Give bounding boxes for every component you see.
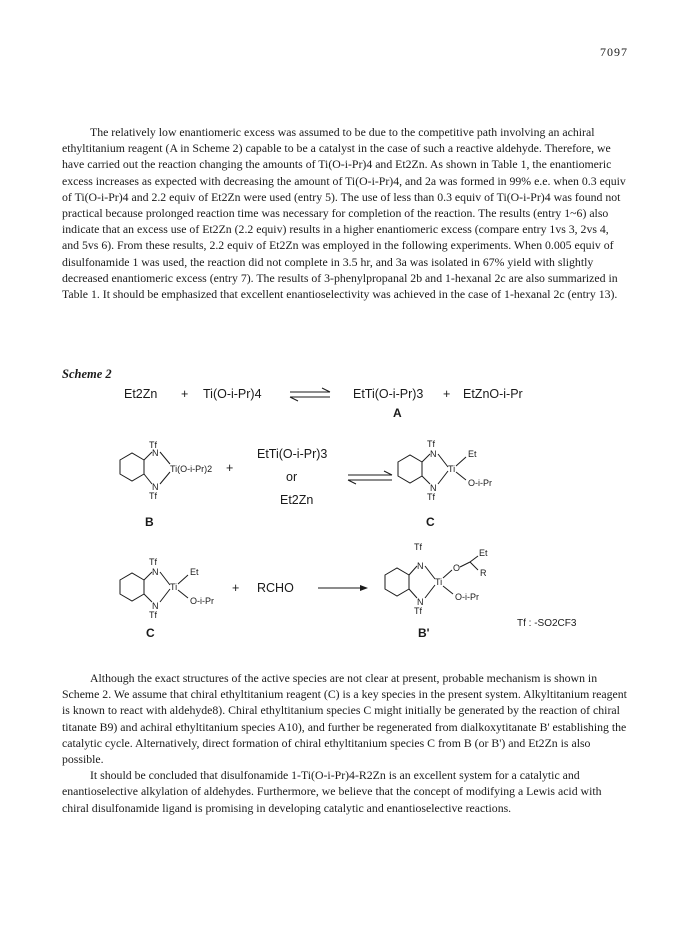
scheme-2-diagram (0, 380, 680, 650)
label-C: C (426, 515, 435, 529)
ethylzinc-isopropoxide: EtZnO-i-Pr (463, 387, 523, 401)
tf-label: Tf (414, 542, 422, 552)
tf-label: Tf (149, 440, 157, 450)
tf-label: Tf (414, 606, 422, 616)
structure-C (398, 439, 492, 502)
plus-sign: + (443, 387, 451, 401)
structure-B-prime (385, 542, 488, 616)
diethylzinc-reagent: Et2Zn (280, 493, 314, 507)
isopropoxy-label: O-i-Pr (190, 596, 214, 606)
structure-C-row3 (120, 557, 214, 620)
label-C: C (146, 626, 155, 640)
titanium-label: Ti (448, 464, 456, 474)
paragraph-conclusion (62, 767, 628, 816)
label-B-prime: B' (418, 626, 430, 640)
tf-label: Tf (149, 557, 157, 567)
titanium-label: Ti (435, 577, 443, 587)
scheme-heading: Scheme 2 (62, 367, 112, 381)
paragraph-conclusion-text: It should be concluded that disulfonamide 1-Ti(O-i-Pr)4-R2Zn is an excellent system for a catalytic and enantioselective alkylation of aldehydes. Furthermore, we believe that the concept of modifying a Lewis acid with chiral disulfonamide ligand is promising in developing catalytic and enantioselective reactions. (62, 768, 602, 815)
isopropoxy-label: O-i-Pr (455, 592, 479, 602)
reaction-arrow (318, 585, 368, 591)
plus-sign: + (232, 581, 240, 595)
nitrogen-label: N (417, 597, 424, 607)
isopropoxy-label: O-i-Pr (468, 478, 492, 488)
paragraph-mechanism-block (62, 670, 628, 816)
or-label: or (286, 470, 298, 484)
ethyltitanium-reagent: EtTi(O-i-Pr)3 (257, 447, 328, 461)
ethyl-label: Et (479, 548, 488, 558)
paragraph-results (62, 124, 628, 302)
ethyltitanium-product: EtTi(O-i-Pr)3 (353, 387, 424, 401)
paragraph-results-text: The relatively low enantiomeric excess was assumed to be due to the competitive path involving an achiral ethyltitanium reagent (A in Scheme 2) capable to be a catalyst in the case of such a reactive aldehyde. Therefore, we have carried out the reaction changing the amounts of Ti(O-i-Pr)4 and Et2Zn. As shown in Table 1, the enantiomeric excess increases as expected with decreasing the amount of Ti(O-i-Pr)4, and 2a was formed in 99% e.e. when 0.3 equiv of Ti(O-i-Pr)4 and 2.2 equiv of Et2Zn were used (entry 5). The use of less than 0.3 equiv of Ti(O-i-Pr)4 was found not practical because prolonged reaction time was necessary for completion of the reaction. The results (entry 1~6) also indicate that an excess use of Et2Zn (2.2 equiv) results in a higher enantiomeric excess (compare entry 1vs 3, 2vs 4, and 5vs 6). From these results, 2.2 equiv of Et2Zn was employed in the following experiments. When 0.005 equiv of disulfonamide 1 was used, the reaction did not complete in 3.5 hr, and 3a was isolated in 67% yield with slightly decreased enantiomeric excess (entry 7). The results of 3-phenylpropanal 2b and 1-hexanal 2c are also summarized in Table 1. It should be emphasized that excellent enantioselectivity was achieved in the case of 1-hexanal 2c (entry 13). (62, 125, 626, 302)
nitrogen-label: N (152, 448, 159, 458)
nitrogen-label: N (152, 601, 159, 611)
equilibrium-arrow (290, 388, 330, 401)
aldehyde-rcho: RCHO (257, 581, 294, 595)
et2zn-reactant: Et2Zn (124, 387, 158, 401)
label-A: A (393, 406, 402, 420)
nitrogen-label: N (417, 561, 424, 571)
tf-label: Tf (149, 491, 157, 501)
nitrogen-label: N (430, 449, 437, 459)
tf-label: Tf (149, 610, 157, 620)
nitrogen-label: N (152, 482, 159, 492)
r-group-label: R (480, 568, 487, 578)
paragraph-mechanism (62, 670, 628, 767)
titanium-label: Ti (170, 582, 178, 592)
tf-label: Tf (427, 439, 435, 449)
titanium-diisopropoxide: Ti(O-i-Pr)2 (170, 464, 213, 474)
structure-B (120, 440, 212, 501)
titanium-isopropoxide: Ti(O-i-Pr)4 (203, 387, 262, 401)
ethyl-label: Et (190, 567, 199, 577)
page-number: 7097 (600, 45, 628, 59)
tf-definition: Tf : -SO2CF3 (517, 618, 577, 629)
label-B: B (145, 515, 154, 529)
equilibrium-arrow-2 (348, 471, 392, 484)
nitrogen-label: N (152, 567, 159, 577)
oxygen-label: O (453, 563, 461, 573)
plus-sign: + (226, 461, 234, 475)
plus-sign: + (181, 387, 189, 401)
tf-label: Tf (427, 492, 435, 502)
ethyl-label: Et (468, 449, 477, 459)
nitrogen-label: N (430, 483, 437, 493)
paragraph-mechanism-text: Although the exact structures of the active species are not clear at present, probable mechanism is shown in Scheme 2. We assume that chiral ethyltitanium reagent (C) is a key species in the present system. Alkyltitanium reagent is known to react with aldehyde8). Chiral ethyltitanium species C might initially be generated by the reaction of chiral titanate B9) and achiral ethyltitanium species A10), and further be regenerated from dialkoxytitanate B' establishing the catalytic cycle. Alternatively, direct formation of chiral ethyltitanium species C from B (or B') and Et2Zn is also possible. (62, 671, 627, 767)
